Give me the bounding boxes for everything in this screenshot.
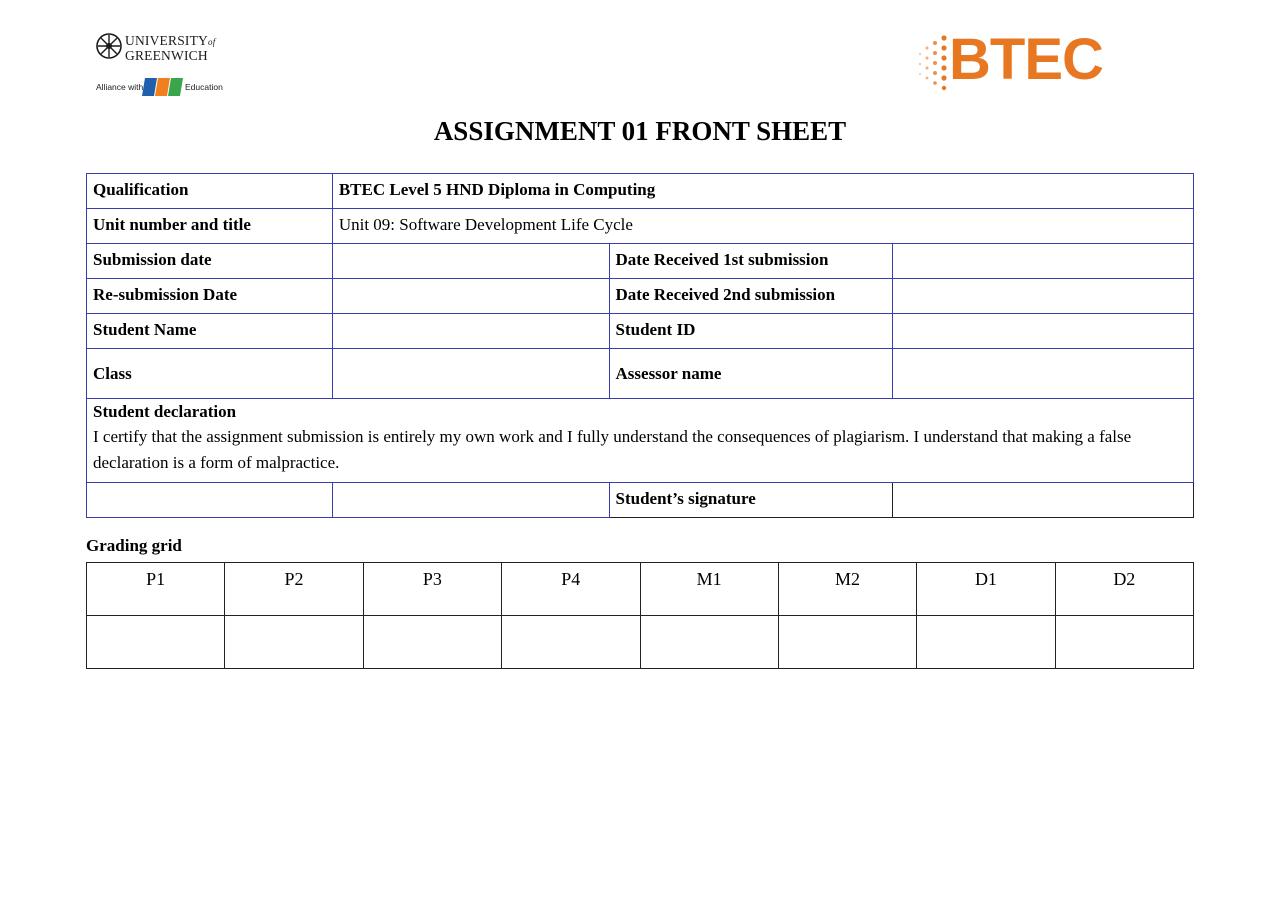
student-name-field[interactable] xyxy=(332,314,609,349)
declaration-row xyxy=(87,399,1194,483)
btec-dots-icon xyxy=(916,30,950,94)
class-row xyxy=(87,349,1194,399)
assessor-label: Assessor name xyxy=(609,349,893,399)
grade-cell-d1[interactable] xyxy=(917,616,1055,669)
page-title: ASSIGNMENT 01 FRONT SHEET xyxy=(433,116,847,146)
grade-cell-d2[interactable] xyxy=(1055,616,1193,669)
grade-header-p3: P3 xyxy=(363,563,501,616)
student-row xyxy=(87,314,1194,349)
grade-cell-p4[interactable] xyxy=(502,616,640,669)
submission-date-field[interactable] xyxy=(332,244,609,279)
resubmission-date-label: Re-submission Date xyxy=(87,279,333,314)
class-field[interactable] xyxy=(332,349,609,399)
date-received-1-label: Date Received 1st submission xyxy=(609,244,893,279)
education-text: Education xyxy=(185,82,223,92)
grade-header-d2: D2 xyxy=(1055,563,1193,616)
declaration-text: I certify that the assignment submission is entirely my own work and I fully understand the consequences of plagiarism. I understand that making a false declaration is a form of malpractice. xyxy=(93,427,1132,472)
declaration-title: Student declaration xyxy=(93,402,237,421)
grading-header-row xyxy=(87,563,1194,616)
fpt-education-logo xyxy=(142,76,184,98)
student-id-field[interactable] xyxy=(893,314,1194,349)
grade-header-p1: P1 xyxy=(87,563,225,616)
front-sheet-table xyxy=(86,173,1194,518)
student-name-label: Student Name xyxy=(87,314,333,349)
grade-cell-m2[interactable] xyxy=(778,616,916,669)
grade-cell-p3[interactable] xyxy=(363,616,501,669)
grade-cell-m1[interactable] xyxy=(640,616,778,669)
submission-row xyxy=(87,244,1194,279)
grade-header-m1: M1 xyxy=(640,563,778,616)
resubmission-date-field[interactable] xyxy=(332,279,609,314)
date-received-2-field[interactable] xyxy=(893,279,1194,314)
class-label: Class xyxy=(87,349,333,399)
qualification-row xyxy=(87,174,1194,209)
unit-label: Unit number and title xyxy=(87,209,333,244)
signature-blank-2 xyxy=(332,483,609,518)
greenwich-seal-icon xyxy=(95,32,123,60)
btec-logo xyxy=(916,27,1106,94)
grading-grid-table xyxy=(86,562,1194,669)
unit-row xyxy=(87,209,1194,244)
date-received-1-field[interactable] xyxy=(893,244,1194,279)
btec-wordmark: BTEC xyxy=(949,27,1103,92)
qualification-label: Qualification xyxy=(87,174,333,209)
signature-label: Student’s signature xyxy=(609,483,893,518)
date-received-2-label: Date Received 2nd submission xyxy=(609,279,893,314)
grade-header-d1: D1 xyxy=(917,563,1055,616)
declaration-cell xyxy=(87,399,1194,483)
submission-date-label: Submission date xyxy=(87,244,333,279)
fpt-alliance xyxy=(95,76,225,100)
grading-value-row xyxy=(87,616,1194,669)
grade-cell-p2[interactable] xyxy=(225,616,363,669)
assessor-field[interactable] xyxy=(893,349,1194,399)
unit-value: Unit 09: Software Development Life Cycle xyxy=(332,209,1193,244)
resubmission-row xyxy=(87,279,1194,314)
grade-header-p4: P4 xyxy=(502,563,640,616)
signature-blank-1 xyxy=(87,483,333,518)
grade-header-m2: M2 xyxy=(778,563,916,616)
grading-grid-label: Grading grid xyxy=(86,536,182,555)
university-greenwich-logo xyxy=(95,32,225,98)
grade-cell-p1[interactable] xyxy=(87,616,225,669)
alliance-with-text: Alliance with xyxy=(96,82,144,92)
grade-header-p2: P2 xyxy=(225,563,363,616)
student-id-label: Student ID xyxy=(609,314,893,349)
signature-field[interactable] xyxy=(893,483,1194,518)
greenwich-wordmark: UNIVERSITYof GREENWICH xyxy=(125,33,216,63)
signature-row xyxy=(87,483,1194,518)
qualification-value: BTEC Level 5 HND Diploma in Computing xyxy=(332,174,1193,209)
